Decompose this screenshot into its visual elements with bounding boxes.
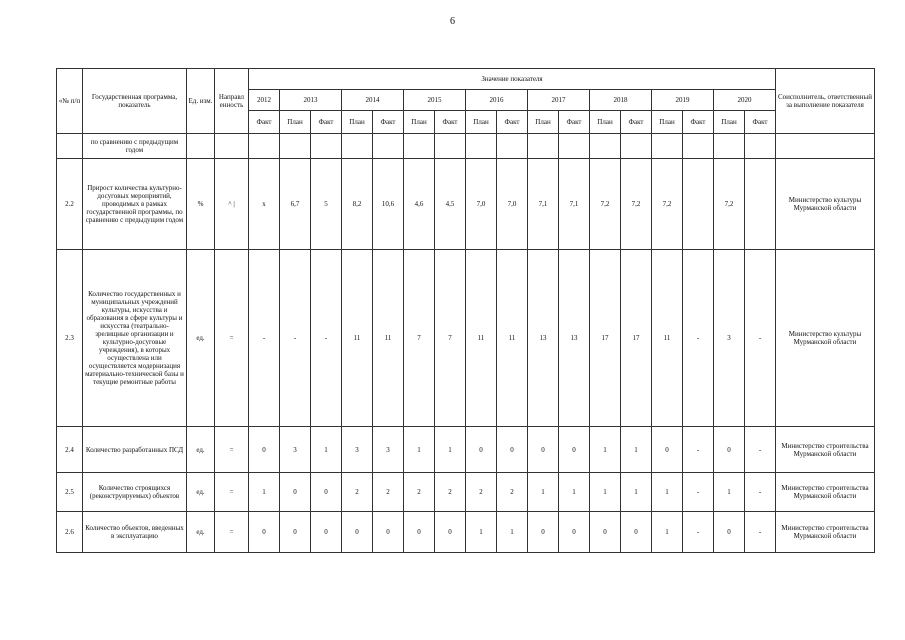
value-cell: 0 (528, 512, 559, 553)
value-cell: 5 (311, 159, 342, 250)
value-cell: 0 (249, 427, 280, 473)
row-number: 2.4 (57, 427, 83, 473)
value-cell: 0 (466, 427, 497, 473)
value-cell: 1 (404, 427, 435, 473)
indicator-name: Количество разработанных ПСД (83, 427, 187, 473)
value-cell: 1 (435, 427, 466, 473)
value-cell (745, 134, 776, 159)
plan-2018: План (590, 111, 621, 134)
direction-cell: = (215, 427, 249, 473)
value-cell: 0 (342, 512, 373, 553)
indicator-name: Количество государственных и муниципальных учреждений культуры, искусства и образования в сфере культуры и искусства (театрально-зрелищные организации и культурно-досуговые учреждения), в которых осуществлена или осуществляется модернизация материально-технической базы и текущие ремонтные работы (83, 250, 187, 427)
value-cell: 4,6 (404, 159, 435, 250)
value-cell (559, 134, 590, 159)
row-number (57, 134, 83, 159)
executor-cell (776, 134, 875, 159)
value-cell: х (249, 159, 280, 250)
fact-2018: Факт (621, 111, 652, 134)
value-cell: 1 (652, 473, 683, 512)
value-cell: 3 (714, 250, 745, 427)
value-cell (497, 134, 528, 159)
header-num: «№ п/п (57, 69, 83, 134)
value-cell: 7,1 (559, 159, 590, 250)
value-cell: 7,2 (621, 159, 652, 250)
value-cell (683, 134, 714, 159)
year-2015: 2015 (404, 90, 466, 111)
value-cell: - (683, 512, 714, 553)
value-cell: 7,0 (466, 159, 497, 250)
header-program: Государственная программа, показатель (83, 69, 187, 134)
row-number: 2.2 (57, 159, 83, 250)
value-cell: 11 (652, 250, 683, 427)
table-row (57, 473, 875, 512)
fact-2017: Факт (559, 111, 590, 134)
value-cell: 4,5 (435, 159, 466, 250)
value-cell: 17 (590, 250, 621, 427)
value-cell: 1 (559, 473, 590, 512)
value-cell: 1 (590, 427, 621, 473)
value-cell: - (683, 427, 714, 473)
row-number: 2.6 (57, 512, 83, 553)
value-cell: 1 (249, 473, 280, 512)
value-cell: - (745, 250, 776, 427)
value-cell: 0 (435, 512, 466, 553)
page-number: 6 (450, 16, 455, 27)
value-cell: 6,7 (280, 159, 311, 250)
value-cell: 2 (435, 473, 466, 512)
value-cell (311, 134, 342, 159)
value-cell: - (745, 473, 776, 512)
value-cell: 1 (590, 473, 621, 512)
year-2014: 2014 (342, 90, 404, 111)
value-cell: 13 (528, 250, 559, 427)
value-cell: - (745, 512, 776, 553)
fact-2015: Факт (435, 111, 466, 134)
value-cell (404, 134, 435, 159)
plan-2019: План (652, 111, 683, 134)
value-cell: 11 (497, 250, 528, 427)
value-cell: 3 (280, 427, 311, 473)
fact-2019: Факт (683, 111, 714, 134)
plan-2020: План (714, 111, 745, 134)
value-cell: - (745, 427, 776, 473)
direction-cell: = (215, 250, 249, 427)
table-row (57, 427, 875, 473)
value-cell: 2 (342, 473, 373, 512)
fact-2013: Факт (311, 111, 342, 134)
executor-cell: Министерство культуры Мурманской области (776, 250, 875, 427)
value-cell: 1 (621, 473, 652, 512)
table-row (57, 512, 875, 553)
value-cell: 7,2 (652, 159, 683, 250)
value-cell: 7,2 (590, 159, 621, 250)
direction-cell: = (215, 512, 249, 553)
year-2020: 2020 (714, 90, 776, 111)
direction-cell: = (215, 473, 249, 512)
header-row-1 (57, 69, 875, 90)
value-cell: 0 (714, 512, 745, 553)
value-cell: 0 (249, 512, 280, 553)
value-cell: 11 (342, 250, 373, 427)
unit-cell: ед. (187, 473, 215, 512)
value-cell: 11 (373, 250, 404, 427)
value-cell: 11 (466, 250, 497, 427)
value-cell: - (249, 250, 280, 427)
value-cell: 0 (590, 512, 621, 553)
value-cell: 0 (280, 512, 311, 553)
table-row (57, 159, 875, 250)
value-cell (590, 134, 621, 159)
indicator-name: Количество строящихся (реконструируемых) объектов (83, 473, 187, 512)
value-cell: 1 (528, 473, 559, 512)
value-cell: 13 (559, 250, 590, 427)
executor-cell: Министерство строительства Мурманской области (776, 512, 875, 553)
value-cell: 0 (404, 512, 435, 553)
value-cell: - (683, 473, 714, 512)
value-cell: - (311, 250, 342, 427)
value-cell (528, 134, 559, 159)
value-cell: 0 (311, 473, 342, 512)
row-number: 2.5 (57, 473, 83, 512)
value-cell: 17 (621, 250, 652, 427)
indicator-table (56, 68, 875, 553)
year-2019: 2019 (652, 90, 714, 111)
plan-2014: План (342, 111, 373, 134)
fact-2016: Факт (497, 111, 528, 134)
unit-cell: % (187, 159, 215, 250)
value-cell: 7 (435, 250, 466, 427)
value-cell: - (683, 250, 714, 427)
value-cell: 0 (280, 473, 311, 512)
value-cell: 0 (497, 427, 528, 473)
fact-2014: Факт (373, 111, 404, 134)
value-cell: 10,6 (373, 159, 404, 250)
plan-2017: План (528, 111, 559, 134)
header-unit: Ед. изм. (187, 69, 215, 134)
value-cell: 1 (466, 512, 497, 553)
executor-cell: Министерство культуры Мурманской области (776, 159, 875, 250)
fact-2020: Факт (745, 111, 776, 134)
value-cell (249, 134, 280, 159)
value-cell (280, 134, 311, 159)
year-2012: 2012 (249, 90, 280, 111)
header-value-title: Значение показателя (249, 69, 776, 90)
value-cell (745, 159, 776, 250)
table-row (57, 134, 875, 159)
fact-2012: Факт (249, 111, 280, 134)
value-cell: 2 (404, 473, 435, 512)
value-cell (466, 134, 497, 159)
indicator-name: Количество объектов, введенных в эксплуатацию (83, 512, 187, 553)
executor-cell: Министерство строительства Мурманской области (776, 473, 875, 512)
header-executor: Соисполнитель, ответственный за выполнение показателя (776, 69, 875, 134)
value-cell (683, 159, 714, 250)
header-direction: Направл енность (215, 69, 249, 134)
value-cell (652, 134, 683, 159)
unit-cell (187, 134, 215, 159)
value-cell: 0 (621, 512, 652, 553)
value-cell: 0 (528, 427, 559, 473)
direction-cell: ^ | (215, 159, 249, 250)
value-cell: 2 (466, 473, 497, 512)
direction-cell (215, 134, 249, 159)
value-cell (435, 134, 466, 159)
plan-2015: План (404, 111, 435, 134)
year-2017: 2017 (528, 90, 590, 111)
value-cell: 1 (621, 427, 652, 473)
value-cell: 2 (497, 473, 528, 512)
year-2018: 2018 (590, 90, 652, 111)
table-row (57, 250, 875, 427)
value-cell: 7,2 (714, 159, 745, 250)
value-cell: 0 (714, 427, 745, 473)
year-2016: 2016 (466, 90, 528, 111)
value-cell: - (280, 250, 311, 427)
value-cell (342, 134, 373, 159)
value-cell: 0 (311, 512, 342, 553)
value-cell: 7,1 (528, 159, 559, 250)
indicator-name: Прирост количества культурно-досуговых мероприятий, проводимых в рамках государственной программы, по сравнению с предыдущим годом (83, 159, 187, 250)
value-cell: 1 (652, 512, 683, 553)
value-cell: 0 (373, 512, 404, 553)
year-2013: 2013 (280, 90, 342, 111)
value-cell: 0 (559, 427, 590, 473)
row-number: 2.3 (57, 250, 83, 427)
value-cell: 1 (311, 427, 342, 473)
unit-cell: ед. (187, 512, 215, 553)
value-cell: 1 (497, 512, 528, 553)
value-cell: 2 (373, 473, 404, 512)
plan-2013: План (280, 111, 311, 134)
unit-cell: ед. (187, 427, 215, 473)
value-cell: 0 (559, 512, 590, 553)
value-cell: 7 (404, 250, 435, 427)
unit-cell: ед. (187, 250, 215, 427)
value-cell (714, 134, 745, 159)
value-cell: 8,2 (342, 159, 373, 250)
value-cell (373, 134, 404, 159)
plan-2016: План (466, 111, 497, 134)
executor-cell: Министерство строительства Мурманской области (776, 427, 875, 473)
value-cell: 0 (652, 427, 683, 473)
value-cell (621, 134, 652, 159)
value-cell: 1 (714, 473, 745, 512)
value-cell: 3 (342, 427, 373, 473)
value-cell: 7,0 (497, 159, 528, 250)
indicator-name: по сравнению с предыдущим годом (83, 134, 187, 159)
value-cell: 3 (373, 427, 404, 473)
